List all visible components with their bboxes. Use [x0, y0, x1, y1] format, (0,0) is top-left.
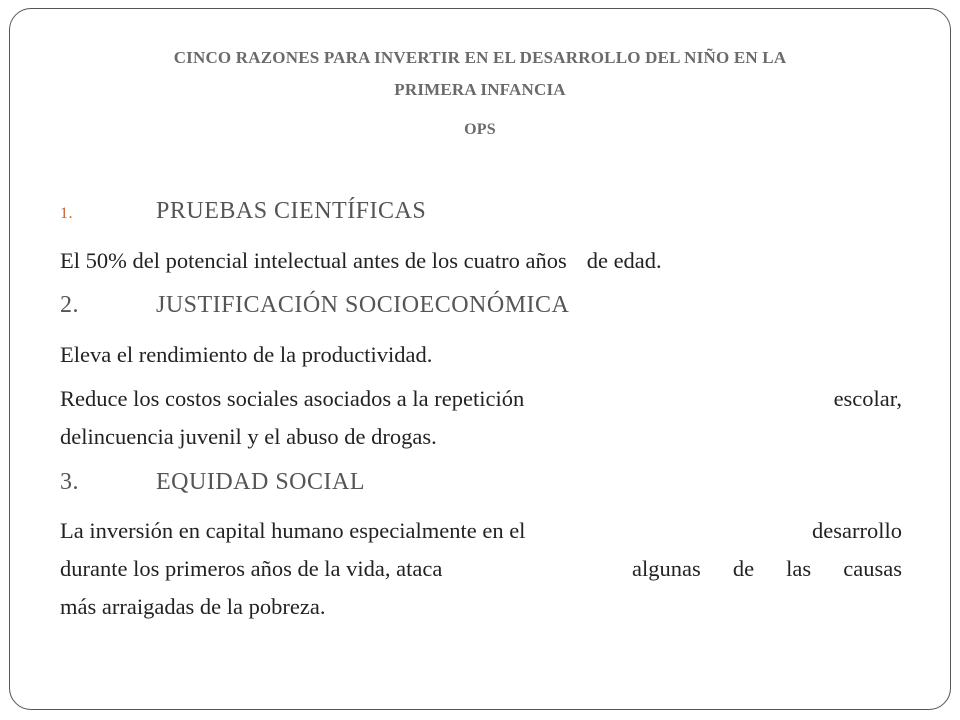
section-3-heading	[60, 469, 365, 496]
section-3-line-2-part1: durante los primeros años de la vida, ataca	[60, 556, 443, 581]
section-1-heading	[60, 198, 426, 225]
page-title-line-2: PRIMERA INFANCIA	[394, 80, 566, 99]
section-3-line-3: más arraigadas de la pobreza.	[60, 594, 326, 619]
section-3-line-1-part1: La inversión en capital humano especialmente en el	[60, 518, 526, 543]
section-3-line-1	[60, 512, 902, 550]
section-1-text	[60, 242, 902, 280]
section-3-word-de: de	[732, 556, 755, 581]
section-3-word-las: las	[786, 556, 812, 581]
section-1-text-part1: El 50% del potencial intelectual antes de los cuatro años	[60, 248, 567, 273]
section-2-text-2	[60, 380, 902, 418]
section-3-line-1-part2: desarrollo	[812, 518, 902, 543]
section-2-text-2-part2: escolar,	[833, 386, 902, 411]
section-3-title: EQUIDAD SOCIAL	[156, 469, 365, 495]
section-2-number: 2.	[60, 292, 79, 318]
section-2-heading	[60, 292, 569, 319]
section-3-word-algunas: algunas	[632, 556, 701, 581]
section-2-text-2-line2: delincuencia juvenil y el abuso de drogas.	[60, 424, 437, 449]
page-title-line-1: CINCO RAZONES PARA INVERTIR EN EL DESARROLLO DEL NIÑO EN LA	[173, 48, 787, 67]
section-3-number: 3.	[60, 469, 79, 495]
section-1-title: PRUEBAS CIENTÍFICAS	[156, 198, 427, 224]
source-label: OPS	[464, 121, 496, 138]
section-1-text-part2: de edad.	[586, 248, 662, 273]
section-2-title: JUSTIFICACIÓN SOCIOECONÓMICA	[156, 292, 570, 318]
section-2-text-2-part1: Reduce los costos sociales asociados a la repetición	[60, 386, 525, 411]
section-2-text-1: Eleva el rendimiento de la productividad.	[60, 342, 433, 367]
section-1-number: 1.	[60, 205, 73, 222]
section-3-line-2	[60, 550, 902, 588]
section-3-word-causas: causas	[843, 556, 902, 581]
